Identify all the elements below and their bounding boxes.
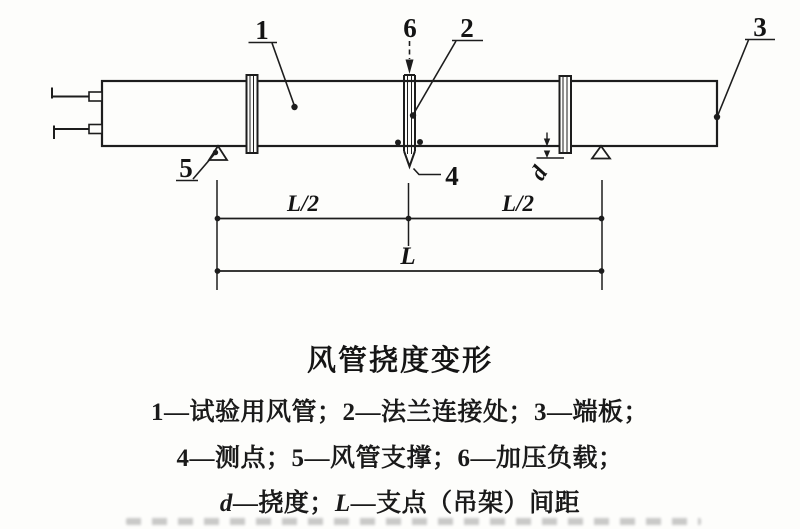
legend-line-1: 1—试验用风管；2—法兰连接处；3—端板； xyxy=(150,399,649,426)
scan-artifact-strip xyxy=(126,518,701,525)
callout-3-label: 3 xyxy=(753,12,767,42)
legend-line-3 xyxy=(0,483,800,519)
legend-d-text: —挠度； xyxy=(232,490,335,517)
callout-4-leader xyxy=(414,169,442,175)
callout-2-label: 2 xyxy=(460,13,474,43)
legend-L-text: —支点（吊架）间距 xyxy=(350,490,581,517)
deflection-dim-label: d xyxy=(524,161,553,185)
dim-label-left-half: L/2 xyxy=(287,191,319,216)
callout-1-label: 1 xyxy=(255,15,269,45)
callout-5-label: 5 xyxy=(179,153,193,183)
dimension-extension-lines xyxy=(217,180,602,290)
legend-L-symbol: L xyxy=(334,490,351,517)
callout-3-leader xyxy=(714,40,775,121)
callout-4-label: 4 xyxy=(445,161,459,191)
test-duct-body xyxy=(102,81,717,146)
support-triangle-right xyxy=(592,146,610,159)
pressure-stub-bottom xyxy=(54,125,102,140)
flange-left xyxy=(247,75,258,153)
load-arrow-icon xyxy=(406,41,414,74)
flange-middle-measuring-point xyxy=(395,75,423,167)
callout-2-leader xyxy=(410,41,483,119)
callout-6-label: 6 xyxy=(403,13,417,43)
pressure-stub-top xyxy=(52,88,102,102)
legend-d-symbol: d xyxy=(219,490,233,517)
legend-line-2: 4—测点；5—风管支撑；6—加压负载； xyxy=(176,445,624,472)
figure-title: 风管挠度变形 xyxy=(306,345,493,377)
dimension-line-half-spans xyxy=(215,216,605,222)
flange-right xyxy=(560,76,572,153)
dim-label-right-half: L/2 xyxy=(502,191,534,216)
dim-label-full-span: L xyxy=(400,243,416,270)
